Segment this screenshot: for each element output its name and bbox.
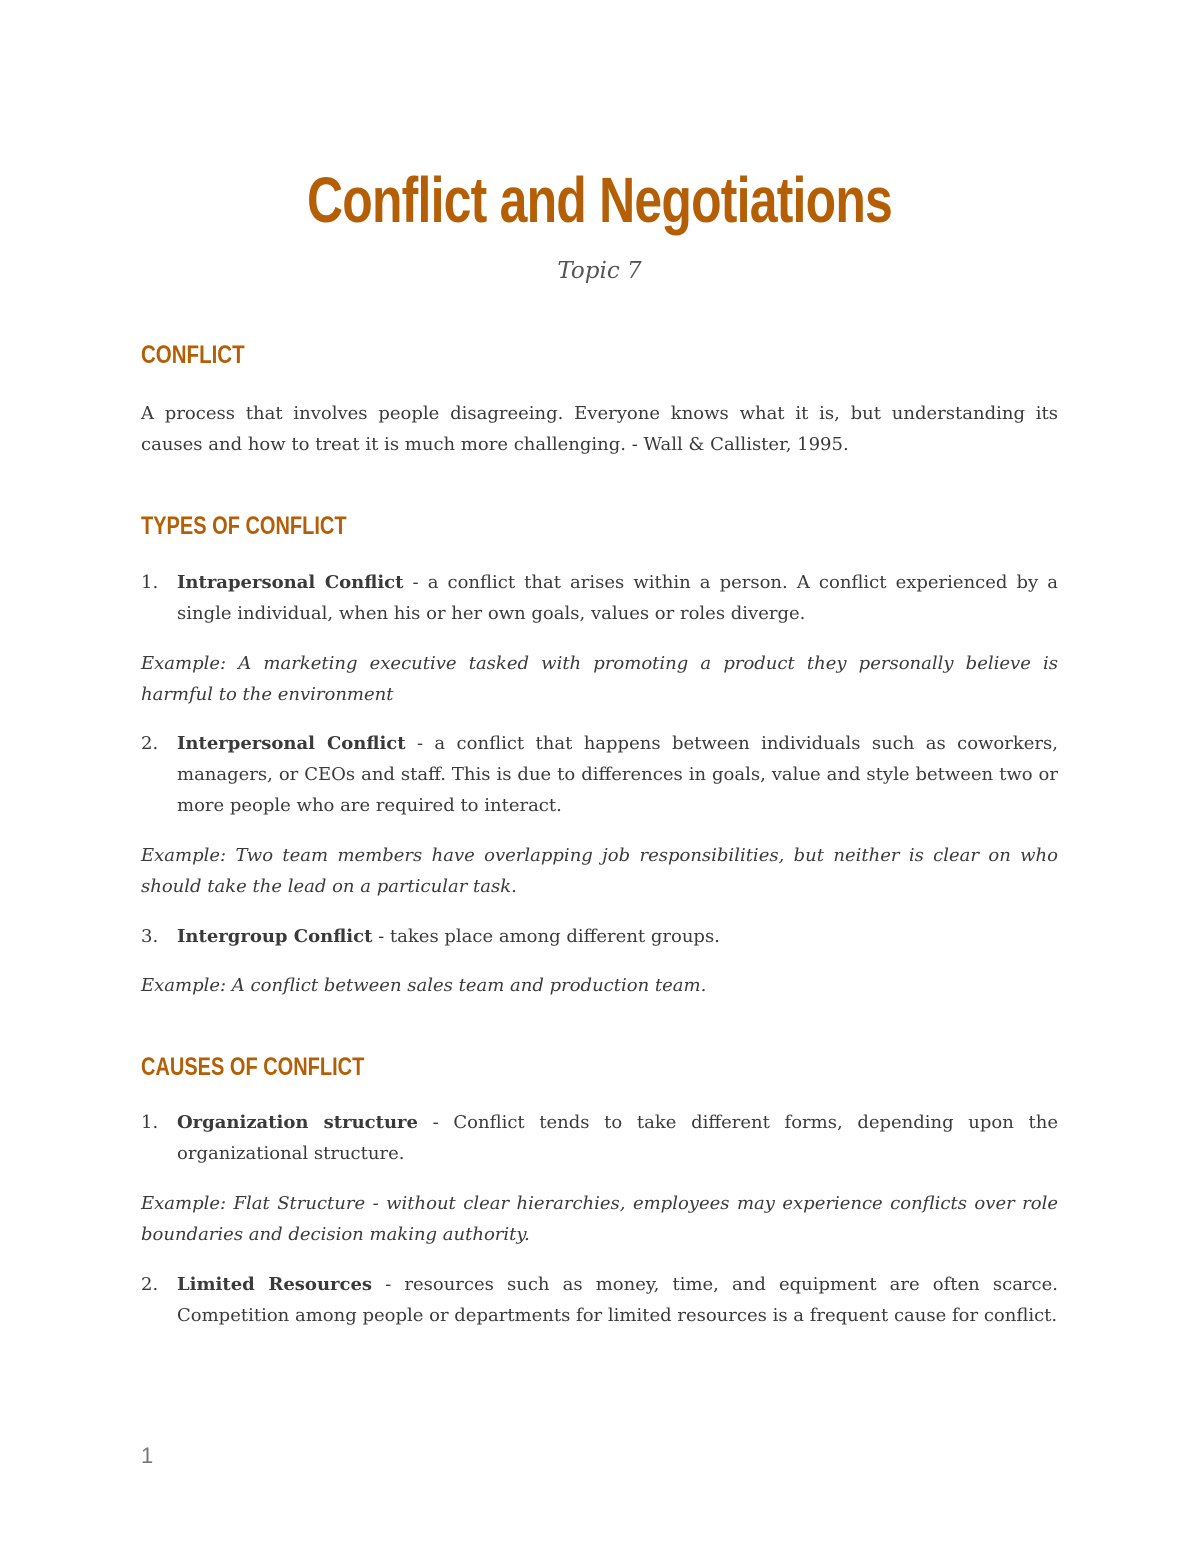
list-item-types-1 bbox=[141, 567, 1058, 629]
list-term: Intrapersonal Conflict bbox=[177, 572, 404, 593]
list-description: - takes place among different groups. bbox=[372, 926, 720, 947]
section-heading-causes: CAUSES OF CONFLICT bbox=[141, 1053, 365, 1081]
conflict-definition: A process that involves people disagreeing. Everyone knows what it is, but understanding its causes and how to treat it is much more challenging. - Wall & Callister, 1995. bbox=[141, 403, 1058, 455]
list-item-types-3 bbox=[141, 921, 1058, 952]
list-description: - resources such as money, time, and equipment are often scarce. Competition among people or departments for limited resources is a frequent cause for conflict. bbox=[177, 1274, 1058, 1326]
list-term: Interpersonal Conflict bbox=[177, 733, 406, 754]
list-term: Intergroup Conflict bbox=[177, 926, 373, 947]
list-number: 3. bbox=[141, 926, 159, 947]
section-heading-types: TYPES OF CONFLICT bbox=[141, 512, 347, 540]
list-term: Organization structure bbox=[177, 1112, 418, 1133]
list-description: - a conflict that arises within a person. A conflict experienced by a single individual, when his or her own goals, values or roles diverge. bbox=[177, 572, 1058, 624]
list-number: 2. bbox=[141, 1274, 159, 1295]
list-description: - Conflict tends to take different forms, depending upon the organizational structure. bbox=[177, 1112, 1058, 1164]
list-item-causes-1 bbox=[141, 1107, 1058, 1169]
example-types-2: Example: Two team members have overlapping job responsibilities, but neither is clear on who should take the lead on a particular task. bbox=[141, 845, 1058, 897]
example-causes-1: Example: Flat Structure - without clear hierarchies, employees may experience conflicts over role boundaries and decision making authority. bbox=[141, 1193, 1058, 1245]
list-number: 1. bbox=[141, 572, 159, 593]
list-item-causes-2 bbox=[141, 1269, 1058, 1331]
list-number: 1. bbox=[141, 1112, 159, 1133]
document-subtitle: Topic 7 bbox=[557, 258, 642, 284]
section-heading-conflict: CONFLICT bbox=[141, 341, 245, 369]
list-term: Limited Resources bbox=[177, 1274, 373, 1295]
list-item-types-2 bbox=[141, 728, 1058, 821]
list-description: - a conflict that happens between individuals such as coworkers, managers, or CEOs and staff. This is due to differences in goals, value and style between two or more people who are required to interact. bbox=[177, 733, 1058, 816]
list-number: 2. bbox=[141, 733, 159, 754]
document-title: Conflict and Negotiations bbox=[306, 164, 893, 236]
page-number: 1 bbox=[141, 1443, 154, 1468]
example-types-1: Example: A marketing executive tasked with promoting a product they personally believe is harmful to the environment bbox=[141, 653, 1058, 705]
example-types-3: Example: A conflict between sales team and production team. bbox=[141, 975, 707, 996]
